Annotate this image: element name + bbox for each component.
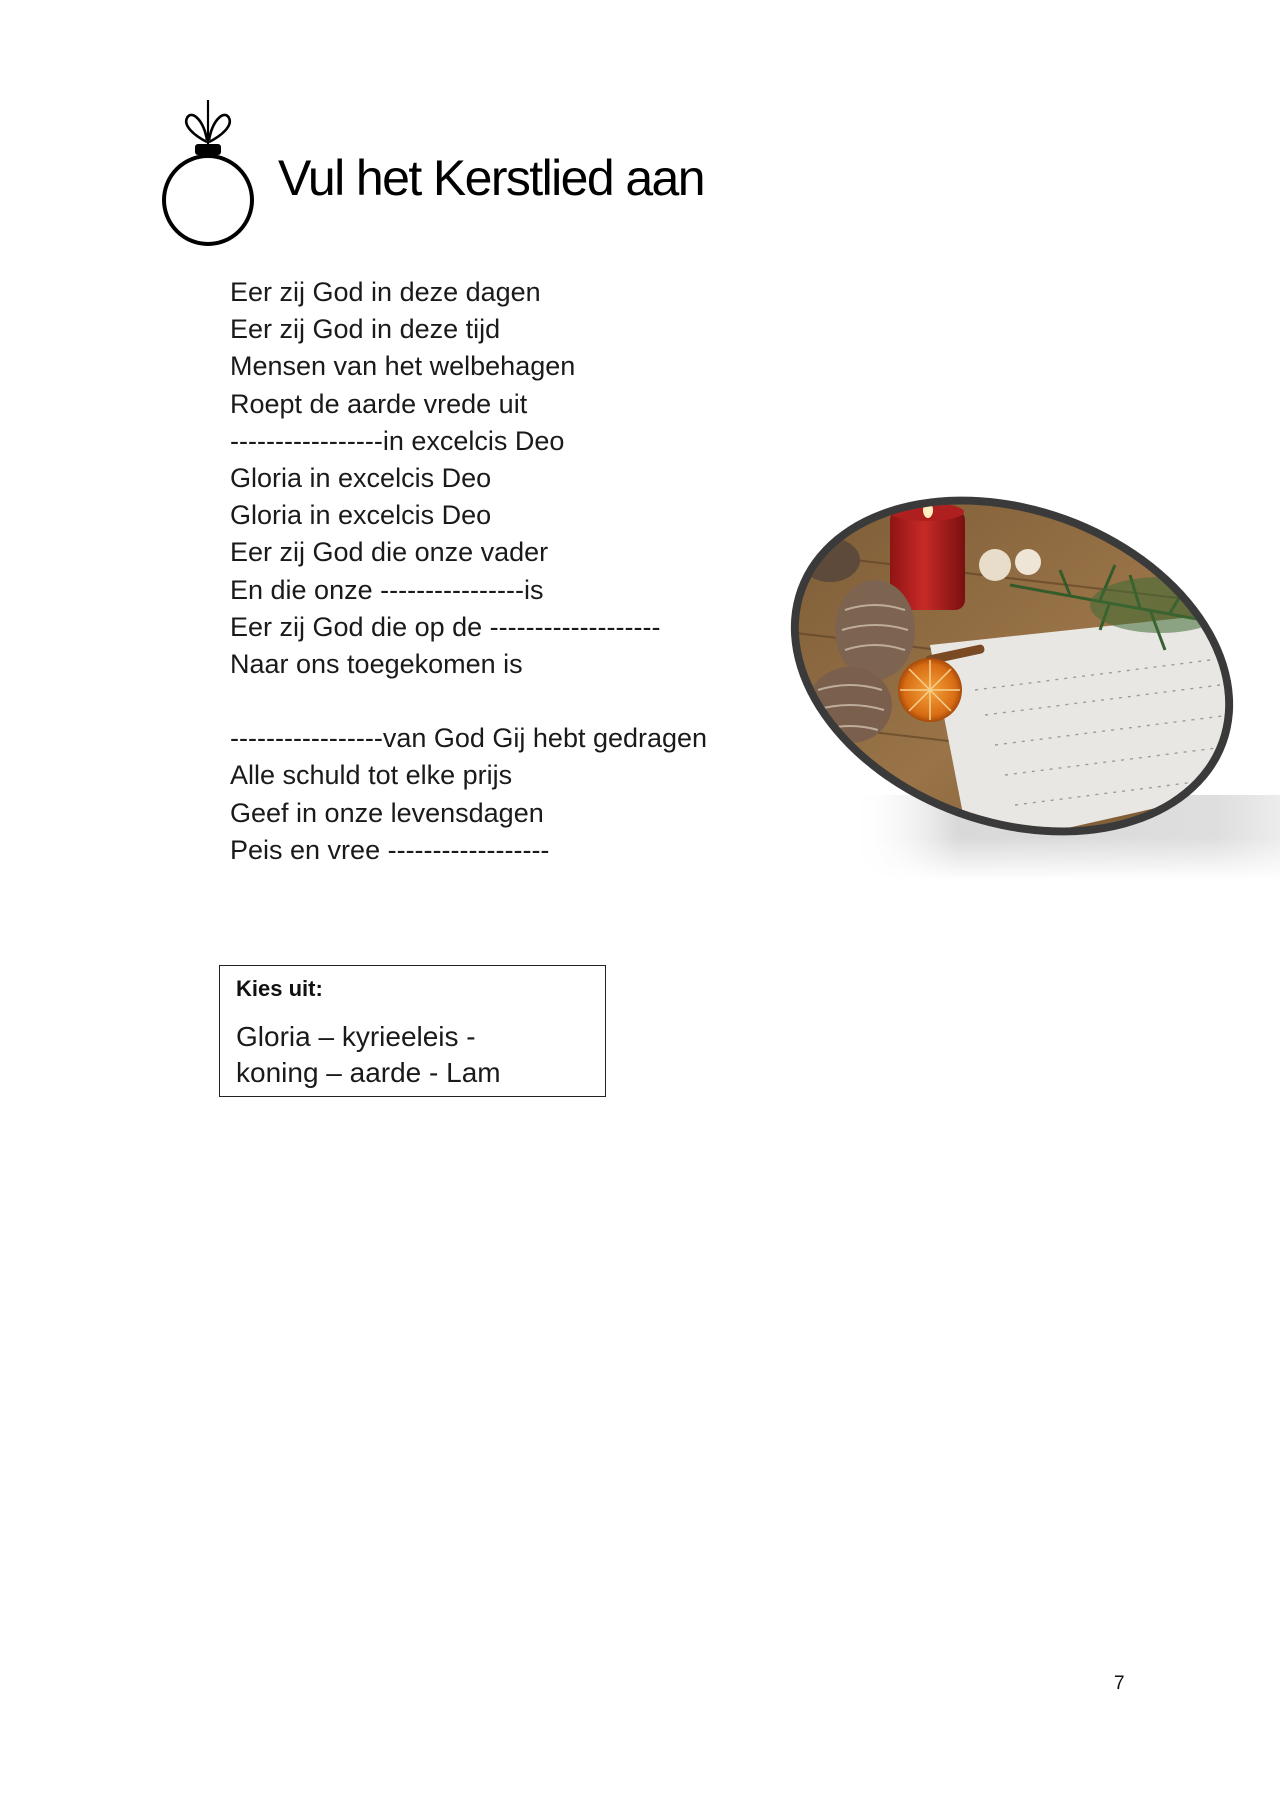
choice-options xyxy=(236,1019,596,1091)
lyric-line: Eer zij God die onze vader xyxy=(230,537,549,568)
christmas-photo xyxy=(770,490,1280,890)
lyric-line: Alle schuld tot elke prijs xyxy=(230,760,513,791)
lyric-line-blank: -----------------van God Gij hebt gedragen xyxy=(230,723,708,754)
lyric-line: Eer zij God in deze tijd xyxy=(230,314,501,345)
page-number: 7 xyxy=(1114,1673,1125,1694)
choice-line: Gloria – kyrieeleis - xyxy=(236,1021,476,1052)
choice-line: koning – aarde - Lam xyxy=(236,1057,501,1088)
lyric-line: Mensen van het welbehagen xyxy=(230,351,576,382)
lyric-line: Naar ons toegekomen is xyxy=(230,648,523,679)
lyric-line-blank: Peis en vree ------------------ xyxy=(230,834,550,865)
lyric-line-blank: -----------------in excelcis Deo xyxy=(230,425,565,456)
lyric-line-blank: Eer zij God die op de ------------------- xyxy=(230,611,661,642)
lyric-line: Eer zij God in deze dagen xyxy=(230,277,541,307)
lyric-line: Roept de aarde vrede uit xyxy=(230,388,528,419)
lyric-line: Geef in onze levensdagen xyxy=(230,797,544,828)
lyric-line-blank: En die onze ----------------is xyxy=(230,574,544,605)
lyric-line: Gloria in excelcis Deo xyxy=(230,462,492,493)
choice-label: Kies uit: xyxy=(236,976,323,1001)
word-choice-box xyxy=(219,965,606,1097)
song-lyrics xyxy=(230,274,707,869)
christmas-ornament-icon xyxy=(155,96,261,248)
page-title: Vul het Kerstlied aan xyxy=(278,150,704,206)
stanza-gap xyxy=(230,683,707,720)
lyric-line: Gloria in excelcis Deo xyxy=(230,500,492,531)
